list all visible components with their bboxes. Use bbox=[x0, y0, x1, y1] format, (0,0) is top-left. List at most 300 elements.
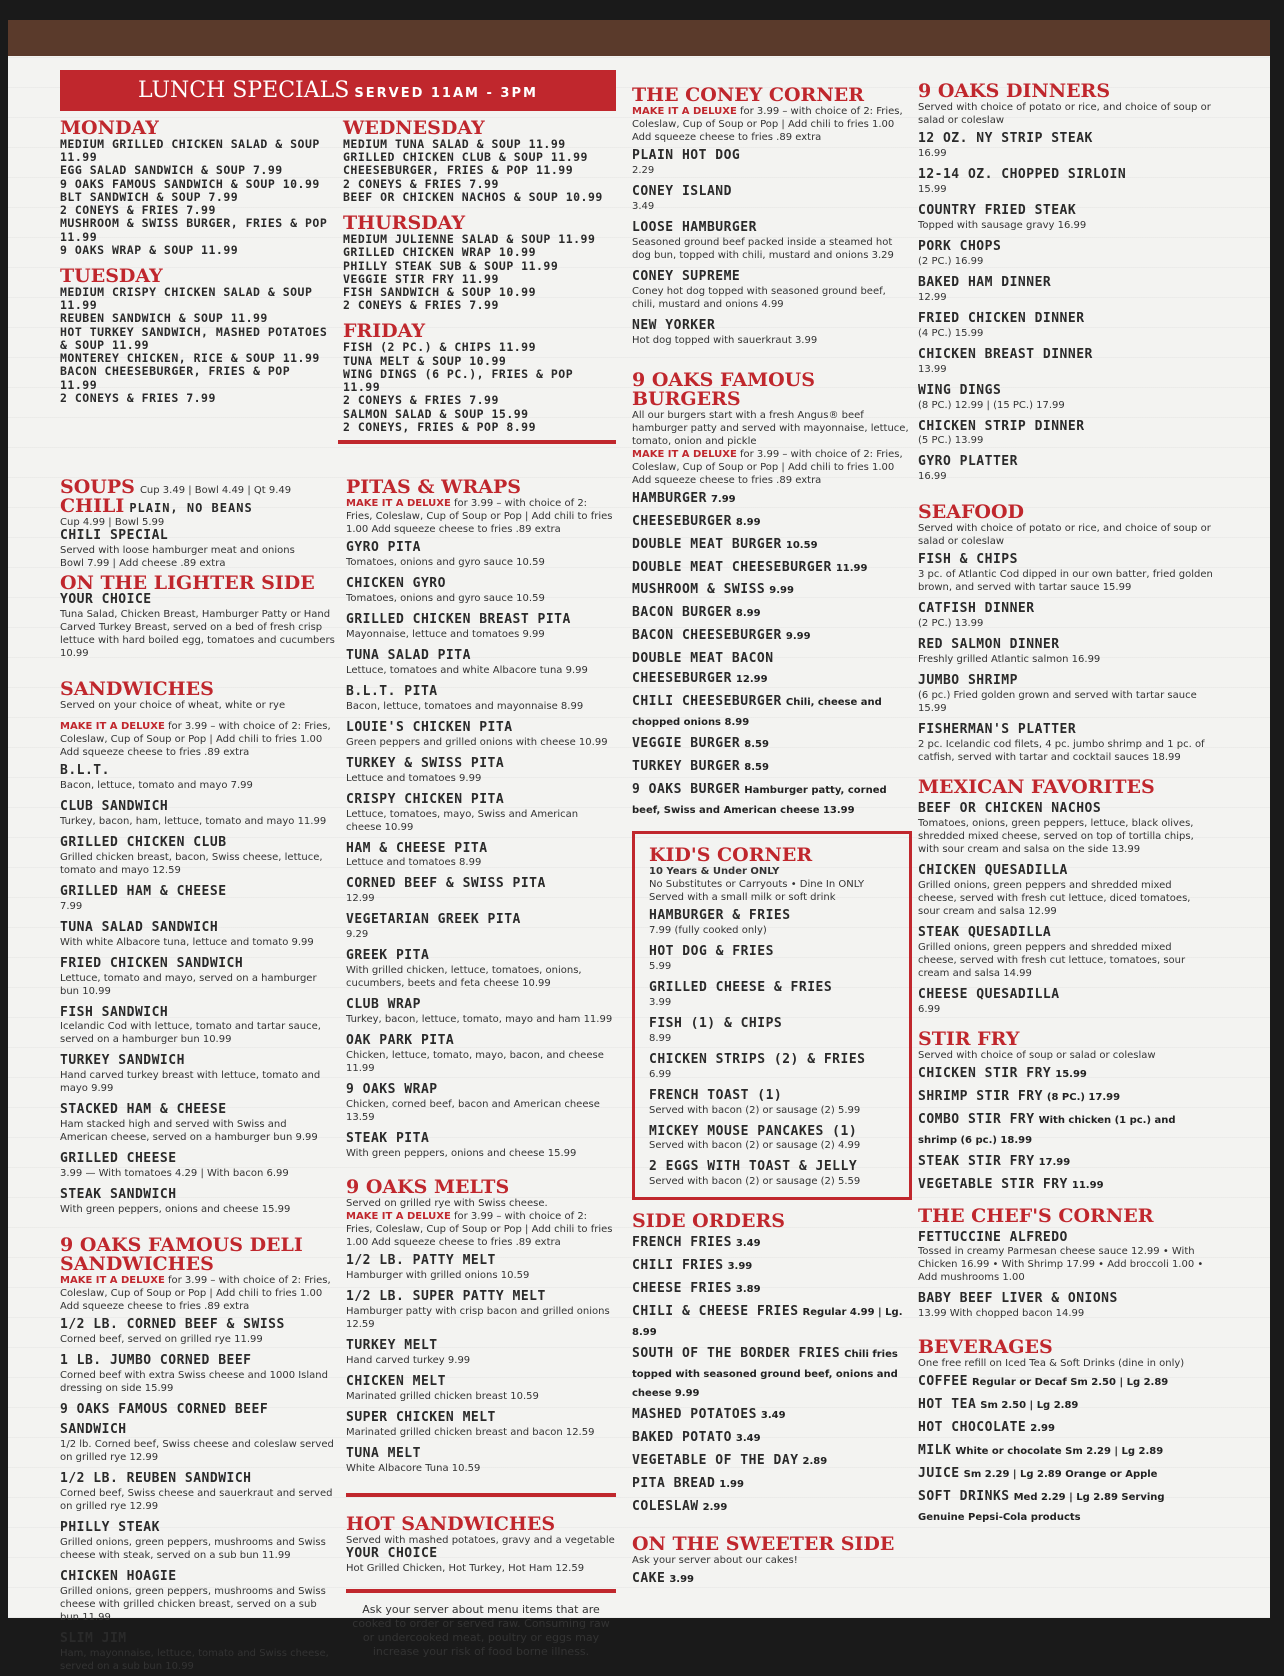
menu-item bbox=[346, 1249, 616, 1282]
item-desc: (8 PC.) 12.99 | (15 PC.) 17.99 bbox=[918, 399, 1065, 411]
menu-item bbox=[649, 1012, 895, 1045]
seafood-list bbox=[918, 548, 1213, 764]
lunch-item: 2 CONEYS & FRIES 7.99 bbox=[343, 298, 499, 313]
chili-prices: Cup 4.99 | Bowl 5.99 bbox=[60, 517, 165, 528]
item-desc: Served with bacon (2) or sausage (2) 5.59 bbox=[649, 1176, 861, 1188]
lighter-name: YOUR CHOICE bbox=[60, 591, 152, 607]
item-name: GRILLED CHEESE bbox=[60, 1151, 177, 1167]
item-desc: 5.99 bbox=[649, 960, 672, 972]
item-desc: Coney hot dog topped with seasoned ground beef, chili, mustard and onions 4.99 bbox=[632, 285, 886, 310]
chili-special-prices: Bowl 7.99 | Add cheese .89 extra bbox=[60, 557, 226, 569]
item-desc: Turkey, bacon, ham, lettuce, tomato and mayo 11.99 bbox=[60, 815, 327, 827]
menu-item bbox=[346, 1442, 616, 1475]
item-desc: Regular or Decaf Sm 2.50 | Lg 2.89 bbox=[971, 1377, 1169, 1389]
item-desc: 7.99 bbox=[60, 900, 83, 912]
hot-note: Served with mashed potatoes, gravy and a vegetable bbox=[346, 1534, 615, 1546]
chili-special: CHILI SPECIAL bbox=[60, 528, 169, 543]
burgers-deluxe bbox=[632, 448, 912, 487]
item-desc: Chili fries topped with seasoned ground beef, onions and cheese 9.99 bbox=[632, 1349, 898, 1400]
item-desc: 8.99 bbox=[735, 608, 761, 620]
item-name: GREEK PITA bbox=[346, 948, 430, 964]
item-name: TURKEY SANDWICH bbox=[60, 1053, 185, 1069]
column-b bbox=[346, 478, 616, 1660]
item-desc: (4 PC.) 15.99 bbox=[918, 327, 984, 339]
item-name: SOFT DRINKS bbox=[918, 1489, 1010, 1505]
item-name: BAKED POTATO bbox=[632, 1430, 732, 1445]
item-desc: 2.99 bbox=[702, 1501, 728, 1513]
deluxe-label: MAKE IT A DELUXE bbox=[632, 106, 737, 117]
pitas-deluxe bbox=[346, 497, 616, 536]
deluxe-text: for 3.99 – with choice of 2: Fries, Coleslaw, Cup of Soup or Pop | Add chili to fries 1.00 Add squeeze cheese to fries .89 extra bbox=[632, 106, 903, 143]
menu-item bbox=[346, 716, 616, 749]
item-name: NEW YORKER bbox=[632, 317, 716, 333]
item-desc: Ham, mayonnaise, lettuce, tomato and Swiss cheese, served on a sub bun 10.99 bbox=[60, 1647, 329, 1672]
friday-list bbox=[343, 341, 616, 434]
burgers-title: 9 OAKS FAMOUS BURGERS bbox=[632, 368, 815, 410]
item-desc: 11.99 bbox=[1071, 1179, 1104, 1191]
item-name: CHILI CHEESEBURGER bbox=[632, 694, 782, 710]
item-desc: (2 PC.) 16.99 bbox=[918, 255, 984, 267]
lunch-item: 2 CONEYS, FRIES & POP 8.99 bbox=[343, 419, 537, 434]
item-name: LOOSE HAMBURGER bbox=[632, 219, 757, 235]
menu-item bbox=[918, 983, 1213, 1016]
lunch-item: BEEF OR CHICKEN NACHOS & SOUP 10.99 bbox=[343, 189, 603, 204]
hot-desc: Hot Grilled Chicken, Hot Turkey, Hot Ham 12.59 bbox=[346, 1562, 585, 1574]
item-name: BEEF OR CHICKEN NACHOS bbox=[918, 801, 1102, 817]
item-desc: Grilled onions, green peppers and shredded mixed cheese, served with fresh cut lettuce, diced tomatoes, sour cream and salsa 12.99 bbox=[918, 879, 1191, 917]
menu-item bbox=[918, 271, 1213, 304]
hot-name: YOUR CHOICE bbox=[346, 1545, 438, 1561]
seafood-title: SEAFOOD bbox=[918, 501, 1025, 524]
item-name: COMBO STIR FRY bbox=[918, 1111, 1035, 1127]
item-desc: Sm 2.29 | Lg 2.89 Orange or Apple bbox=[963, 1469, 1158, 1481]
deli-deluxe bbox=[60, 1274, 335, 1313]
item-name: RED SALMON DINNER bbox=[918, 637, 1060, 653]
item-name: HOT TEA bbox=[918, 1397, 977, 1413]
menu-item bbox=[632, 647, 912, 687]
sides-list bbox=[632, 1231, 912, 1514]
menu-item bbox=[918, 163, 1213, 196]
tuesday-title: TUESDAY bbox=[60, 264, 163, 287]
item-name: VEGETABLE STIR FRY bbox=[918, 1176, 1068, 1192]
menu-item bbox=[632, 144, 912, 177]
item-name: GYRO PITA bbox=[346, 540, 421, 555]
menu-item bbox=[632, 1472, 912, 1492]
lunch-item: GRILLED CHICKEN CLUB & SOUP 11.99 bbox=[343, 150, 588, 165]
item-desc: (6 pc.) Fried golden grown and served with tartar sauce 15.99 bbox=[918, 690, 1197, 715]
item-name: TURKEY MELT bbox=[346, 1337, 438, 1353]
item-name: CHICKEN BREAST DINNER bbox=[918, 346, 1093, 362]
deluxe-label: MAKE IT A DELUXE bbox=[60, 1275, 165, 1287]
item-desc: Green peppers and grilled onions with cheese 10.99 bbox=[346, 736, 608, 748]
lunch-item: WING DINGS (6 PC.), FRIES & POP 11.99 bbox=[343, 366, 574, 395]
item-desc: 2 pc. Icelandic cod filets, 4 pc. jumbo shrimp and 1 pc. of catfish, served with tartar and cocktail sauces 18.99 bbox=[918, 739, 1205, 764]
menu-item bbox=[632, 732, 912, 752]
item-desc: (8 PC.) 17.99 bbox=[1046, 1091, 1121, 1103]
item-desc: Turkey, bacon, lettuce, tomato, mayo and ham 11.99 bbox=[346, 1014, 613, 1026]
item-name: STEAK STIR FRY bbox=[918, 1153, 1035, 1169]
menu-item bbox=[632, 624, 912, 644]
lunch-left bbox=[60, 119, 333, 434]
item-desc: 2.89 bbox=[802, 1455, 828, 1467]
item-name: TURKEY & SWISS PITA bbox=[346, 755, 505, 771]
menu-item bbox=[918, 718, 1213, 764]
item-name: STEAK QUESADILLA bbox=[918, 924, 1052, 940]
menu-item bbox=[346, 572, 616, 605]
menu-item bbox=[918, 1226, 1213, 1285]
lunch-item: HOT TURKEY SANDWICH, MASHED POTATOES & SOUP 11.99 bbox=[60, 324, 328, 352]
item-name: PHILLY STEAK bbox=[60, 1519, 160, 1535]
sandwiches-note: Served on your choice of wheat, white or rye bbox=[60, 699, 286, 711]
thursday-list bbox=[343, 233, 616, 312]
item-desc: 6.99 bbox=[649, 1068, 672, 1080]
item-desc: Tossed in creamy Parmesan cheese sauce 12.99 • With Chicken 16.99 • With Shrimp 17.99 • Add broccoli 1.00 • Add mushrooms 1.00 bbox=[918, 1246, 1204, 1284]
monday-title: MONDAY bbox=[60, 117, 159, 139]
health-notice: Ask your server about menu items that are cooked to order or served raw. Consuming raw or undercooked meat, poultry or eggs may increase your risk of food borne illness. bbox=[352, 1602, 610, 1659]
item-name: CLUB WRAP bbox=[346, 997, 421, 1013]
chef-title: THE CHEF'S CORNER bbox=[918, 1204, 1154, 1227]
menu-item bbox=[346, 1127, 616, 1160]
item-desc: 17.99 bbox=[1038, 1156, 1071, 1168]
menu-item bbox=[632, 265, 912, 311]
item-desc: Chicken, lettuce, tomato, mayo, bacon, and cheese 11.99 bbox=[346, 1050, 604, 1075]
menu-item bbox=[632, 1254, 912, 1274]
item-name: CONEY SUPREME bbox=[632, 268, 741, 284]
menu-item bbox=[60, 1565, 335, 1624]
lunch-item: REUBEN SANDWICH & SOUP 11.99 bbox=[60, 311, 268, 326]
kids-served: Served with a small milk or soft drink bbox=[649, 891, 836, 903]
item-name: FISH (1) & CHIPS bbox=[649, 1015, 783, 1031]
item-name: STEAK SANDWICH bbox=[60, 1187, 177, 1203]
menu-item bbox=[346, 1406, 616, 1439]
menu-item bbox=[918, 1462, 1213, 1482]
item-name: 9 OAKS WRAP bbox=[346, 1082, 438, 1098]
sandwiches-title: SANDWICHES bbox=[60, 677, 214, 700]
item-desc: Grilled onions, green peppers, mushrooms and Swiss cheese with grilled chicken breast, served on a sub bun 11.99 bbox=[60, 1585, 326, 1623]
item-name: GRILLED HAM & CHEESE bbox=[60, 883, 227, 899]
menu-item bbox=[632, 533, 912, 553]
kids-age: 10 Years & Under ONLY bbox=[649, 865, 780, 877]
item-name: CONEY ISLAND bbox=[632, 183, 732, 199]
item-desc: 8.59 bbox=[744, 762, 769, 773]
deli-list bbox=[60, 1313, 335, 1673]
item-name: BACON CHEESEBURGER bbox=[632, 628, 782, 644]
item-name: CHILI & CHEESE FRIES bbox=[632, 1304, 799, 1320]
menu-item bbox=[649, 1120, 895, 1153]
sandwiches-list bbox=[60, 759, 335, 1216]
item-name: CLUB SANDWICH bbox=[60, 798, 169, 814]
lunch-item: CHEESEBURGER, FRIES & POP 11.99 bbox=[343, 163, 574, 178]
menu-item bbox=[632, 1231, 912, 1251]
sweet-title: ON THE SWEETER SIDE bbox=[632, 1532, 895, 1555]
item-name: JUMBO SHRIMP bbox=[918, 673, 1018, 689]
column-d bbox=[918, 82, 1213, 1527]
item-desc: Ham stacked high and served with Swiss and American cheese, served on a hamburger bun 9.99 bbox=[60, 1119, 318, 1144]
item-name: SOUTH OF THE BORDER FRIES bbox=[632, 1346, 841, 1362]
item-name: 2 EGGS WITH TOAST & JELLY bbox=[649, 1159, 858, 1175]
lunch-item: MEDIUM TUNA SALAD & SOUP 11.99 bbox=[343, 137, 566, 151]
item-desc: 3.99 bbox=[649, 996, 672, 1008]
item-desc: Lettuce and tomatoes 9.99 bbox=[346, 772, 482, 784]
item-name: CHICKEN GYRO bbox=[346, 575, 446, 591]
item-desc: 12.99 bbox=[735, 674, 768, 686]
item-desc: With chicken (1 pc.) and shrimp (6 pc.) 18.99 bbox=[918, 1114, 1176, 1146]
item-name: MICKEY MOUSE PANCAKES (1) bbox=[649, 1123, 858, 1139]
item-desc: Lettuce, tomatoes and white Albacore tuna 9.99 bbox=[346, 664, 588, 676]
menu-item bbox=[632, 1342, 912, 1400]
menu-item bbox=[649, 940, 895, 973]
item-name: PORK CHOPS bbox=[918, 238, 1002, 254]
menu-item bbox=[918, 127, 1213, 160]
item-name: 12-14 OZ. CHOPPED SIRLOIN bbox=[918, 166, 1127, 182]
menu-item bbox=[346, 872, 616, 905]
menu-item bbox=[918, 1370, 1213, 1390]
item-name: CHICKEN QUESADILLA bbox=[918, 863, 1068, 878]
lunch-item: 2 CONEYS & FRIES 7.99 bbox=[60, 203, 216, 218]
item-desc: 12.99 bbox=[918, 291, 947, 303]
item-desc: 8.99 bbox=[649, 1032, 672, 1044]
deluxe-label: MAKE IT A DELUXE bbox=[346, 1211, 451, 1222]
divider bbox=[346, 1589, 616, 1593]
stirfry-note: Served with choice of soup or salad or coleslaw bbox=[918, 1049, 1156, 1061]
item-name: DOUBLE MEAT CHEESEBURGER bbox=[632, 559, 832, 575]
item-desc: Grilled onions, green peppers and shredded mixed cheese, served with fresh cut lettuce, tomatoes, sour cream and salsa 14.99 bbox=[918, 941, 1186, 979]
lunch-item: FISH (2 PC.) & CHIPS 11.99 bbox=[343, 340, 537, 355]
item-name: STACKED HAM & CHEESE bbox=[60, 1102, 227, 1118]
menu-item bbox=[918, 1085, 1213, 1105]
burgers-note: All our burgers start with a fresh Angus® beef hamburger patty and served with mayonnaise, lettuce, tomato, onion and pickle bbox=[632, 409, 909, 447]
item-name: B.L.T. bbox=[60, 762, 110, 778]
item-name: GYRO PLATTER bbox=[918, 454, 1018, 470]
item-name: TUNA SALAD SANDWICH bbox=[60, 919, 219, 935]
lunch-item: VEGGIE STIR FRY 11.99 bbox=[343, 271, 499, 286]
lunch-item: MEDIUM GRILLED CHICKEN SALAD & SOUP 11.99 bbox=[60, 137, 320, 165]
item-name: CORNED BEEF & SWISS PITA bbox=[346, 876, 546, 892]
lunch-item: MEDIUM JULIENNE SALAD & SOUP 11.99 bbox=[343, 232, 596, 247]
item-desc: 9.99 bbox=[785, 631, 811, 643]
item-name: CRISPY CHICKEN PITA bbox=[346, 791, 505, 807]
item-name: CHEESE QUESADILLA bbox=[918, 986, 1060, 1002]
item-desc: 9.29 bbox=[346, 929, 369, 941]
lighter-title: ON THE LIGHTER SIDE bbox=[60, 571, 315, 594]
menu-item bbox=[60, 952, 335, 998]
item-desc: Bacon, lettuce, tomatoes and mayonnaise 8.99 bbox=[346, 700, 584, 712]
chili-sub: PLAIN, NO BEANS bbox=[129, 501, 253, 515]
menu-item bbox=[918, 1173, 1213, 1193]
item-desc: Med 2.29 | Lg 2.89 Serving Genuine Pepsi-Cola products bbox=[918, 1492, 1165, 1523]
item-name: FRIED CHICKEN DINNER bbox=[918, 310, 1085, 326]
deli-title: 9 OAKS FAMOUS DELI SANDWICHES bbox=[60, 1234, 303, 1276]
menu-item bbox=[632, 601, 912, 621]
menu-item bbox=[649, 1155, 895, 1188]
menu-item bbox=[918, 1150, 1213, 1170]
lunch-item: BACON CHEESEBURGER, FRIES & POP 11.99 bbox=[60, 364, 291, 392]
item-desc: 11.99 bbox=[835, 562, 868, 574]
item-desc: Tomatoes, onions and gyro sauce 10.59 bbox=[346, 592, 545, 604]
item-desc: Hot dog topped with sauerkraut 3.99 bbox=[632, 334, 818, 346]
lunch-item: BLT SANDWICH & SOUP 7.99 bbox=[60, 189, 239, 204]
beverages-title: BEVERAGES bbox=[918, 1336, 1053, 1359]
deluxe-text: for 3.99 – with choice of 2: Fries, Coleslaw, Cup of Soup or Pop | Add chili to fries 1.00 Add squeeze cheese to fries .89 extra bbox=[346, 1211, 613, 1248]
kids-title: KID'S CORNER bbox=[649, 843, 813, 866]
lunch-item: MUSHROOM & SWISS BURGER, FRIES & POP 11.99 bbox=[60, 216, 328, 244]
deluxe-text: for 3.99 – with choice of 2: Fries, Coleslaw, Cup of Soup or Pop | Add chili to fries 1.00 Add squeeze cheese to fries .89 extra bbox=[346, 498, 613, 535]
item-desc: Regular 4.99 | Lg. 8.99 bbox=[632, 1307, 903, 1339]
header-bar bbox=[8, 20, 1270, 56]
item-name: 1/2 LB. REUBEN SANDWICH bbox=[60, 1470, 252, 1486]
item-name: CHILI FRIES bbox=[632, 1258, 724, 1274]
mexican-list bbox=[918, 797, 1213, 1016]
lunch-title: LUNCH SPECIALS bbox=[138, 78, 350, 103]
item-desc: 3.49 bbox=[735, 1238, 761, 1250]
item-name: SUPER CHICKEN MELT bbox=[346, 1409, 496, 1425]
chef-list bbox=[918, 1226, 1213, 1321]
menu-item bbox=[60, 1398, 335, 1464]
item-name: BAKED HAM DINNER bbox=[918, 274, 1052, 290]
seafood-note: Served with choice of potato or rice, and choice of soup or salad or coleslaw bbox=[918, 523, 1211, 548]
menu-item bbox=[60, 1049, 335, 1095]
menu-item bbox=[60, 1516, 335, 1562]
item-name: PLAIN HOT DOG bbox=[632, 148, 741, 163]
item-desc: 1/2 lb. Corned beef, Swiss cheese and coleslaw served on grilled rye 12.99 bbox=[60, 1438, 334, 1463]
menu-item bbox=[918, 343, 1213, 376]
item-name: BABY BEEF LIVER & ONIONS bbox=[918, 1291, 1118, 1307]
item-desc: Grilled chicken breast, bacon, Swiss cheese, lettuce, tomato and mayo 12.59 bbox=[60, 851, 323, 876]
menu-item bbox=[632, 1495, 912, 1515]
soups-title: SOUPS bbox=[60, 476, 135, 498]
menu-item bbox=[346, 644, 616, 677]
item-desc: 3.89 bbox=[735, 1284, 761, 1296]
item-desc: 8.99 bbox=[735, 516, 761, 528]
menu-item bbox=[346, 680, 616, 713]
menu-item bbox=[346, 536, 616, 569]
item-desc: Corned beef with extra Swiss cheese and 1000 Island dressing on side 15.99 bbox=[60, 1370, 328, 1395]
menu-item bbox=[632, 690, 912, 729]
menu-item bbox=[918, 1062, 1213, 1082]
item-name: SLIM JIM bbox=[60, 1630, 127, 1646]
menu-item bbox=[346, 944, 616, 990]
menu-item bbox=[60, 795, 335, 828]
sandwiches-deluxe bbox=[60, 720, 335, 759]
menu-item bbox=[346, 752, 616, 785]
item-name: FETTUCCINE ALFREDO bbox=[918, 1229, 1068, 1245]
menu-item bbox=[60, 1627, 335, 1673]
menu-item bbox=[632, 1426, 912, 1446]
menu-item bbox=[632, 1403, 912, 1423]
lunch-specials bbox=[60, 56, 616, 444]
item-desc: Hamburger patty with crisp bacon and grilled onions 12.59 bbox=[346, 1305, 610, 1330]
item-desc: Icelandic Cod with lettuce, tomato and tartar sauce, served on a hamburger bun 10.99 bbox=[60, 1021, 321, 1046]
item-desc: 8.59 bbox=[744, 739, 769, 751]
dinners-title: 9 OAKS DINNERS bbox=[918, 80, 1111, 102]
lunch-item: 2 CONEYS & FRIES 7.99 bbox=[343, 176, 499, 191]
sweet-note: Ask your server about our cakes! bbox=[632, 1554, 798, 1566]
item-desc: 15.99 bbox=[918, 183, 947, 195]
menu-item bbox=[60, 880, 335, 913]
lunch-item: MEDIUM CRISPY CHICKEN SALAD & SOUP 11.99 bbox=[60, 284, 313, 313]
melts-deluxe bbox=[346, 1210, 616, 1249]
item-desc: With white Albacore tuna, lettuce and tomato 9.99 bbox=[60, 936, 314, 948]
item-desc: With grilled chicken, lettuce, tomatoes, onions, cucumbers, beets and feta cheese 10.99 bbox=[346, 965, 582, 990]
kids-rules: No Substitutes or Carryouts • Dine In ONLY bbox=[649, 878, 865, 890]
menu-item bbox=[60, 1098, 335, 1144]
column-c bbox=[632, 86, 912, 1587]
item-desc: 3.49 bbox=[632, 200, 655, 212]
item-desc: 10.59 bbox=[785, 539, 818, 551]
item-desc: Tomatoes, onions and gyro sauce 10.59 bbox=[346, 556, 545, 568]
deluxe-label: MAKE IT A DELUXE bbox=[632, 448, 737, 460]
item-name: SHRIMP STIR FRY bbox=[918, 1088, 1043, 1104]
lunch-item: PHILLY STEAK SUB & SOUP 11.99 bbox=[343, 258, 559, 273]
item-name: FRENCH TOAST (1) bbox=[649, 1087, 783, 1103]
menu-item bbox=[918, 415, 1213, 448]
menu-item bbox=[918, 379, 1213, 412]
menu-item bbox=[632, 180, 912, 213]
melts-note: Served on grilled rye with Swiss cheese. bbox=[346, 1198, 548, 1209]
item-name: GRILLED CHEESE & FRIES bbox=[649, 979, 833, 995]
item-name: HAM & CHEESE PITA bbox=[346, 840, 488, 856]
item-desc: Corned beef, Swiss cheese and sauerkraut and served on grilled rye 12.99 bbox=[60, 1487, 333, 1512]
item-desc: 9.99 bbox=[769, 585, 794, 597]
menu-item bbox=[346, 908, 616, 941]
item-desc: With green peppers, onions and cheese 15.99 bbox=[346, 1148, 577, 1159]
item-desc: Marinated grilled chicken breast 10.59 bbox=[346, 1390, 539, 1402]
menu-item bbox=[346, 1285, 616, 1331]
menu-item bbox=[918, 235, 1213, 268]
item-name: DOUBLE MEAT BURGER bbox=[632, 536, 782, 552]
hot-title: HOT SANDWICHES bbox=[346, 1512, 556, 1535]
item-name: CHICKEN STRIP DINNER bbox=[918, 418, 1085, 434]
item-name: WING DINGS bbox=[918, 382, 1002, 398]
menu-item bbox=[60, 916, 335, 949]
item-desc: 3 pc. of Atlantic Cod dipped in our own batter, fried golden brown, and served with tartar sauce 15.99 bbox=[918, 569, 1213, 594]
menu-item bbox=[649, 976, 895, 1009]
menu-item bbox=[632, 1277, 912, 1297]
item-name: CHICKEN STRIPS (2) & FRIES bbox=[649, 1051, 866, 1067]
menu-item bbox=[346, 1334, 616, 1367]
item-name: LOUIE'S CHICKEN PITA bbox=[346, 719, 513, 735]
menu-item bbox=[918, 633, 1213, 666]
menu-item bbox=[60, 1183, 335, 1216]
menu-item bbox=[918, 1485, 1213, 1524]
menu-item bbox=[918, 1287, 1213, 1320]
melts-title: 9 OAKS MELTS bbox=[346, 1176, 510, 1198]
item-desc: 16.99 bbox=[918, 471, 947, 483]
item-desc: 1.99 bbox=[719, 1478, 744, 1490]
item-name: DOUBLE MEAT BACON CHEESEBURGER bbox=[632, 651, 774, 687]
menu-item bbox=[918, 548, 1213, 594]
coney-list bbox=[632, 144, 912, 347]
item-name: 9 OAKS FAMOUS CORNED BEEF SANDWICH bbox=[60, 1402, 269, 1437]
lunch-item: SALMON SALAD & SOUP 15.99 bbox=[343, 406, 529, 421]
deluxe-label: MAKE IT A DELUXE bbox=[60, 720, 165, 732]
item-name: FRIED CHICKEN SANDWICH bbox=[60, 955, 244, 971]
menu-item bbox=[60, 1147, 335, 1180]
item-desc: Lettuce and tomatoes 8.99 bbox=[346, 857, 482, 869]
kids-list bbox=[649, 904, 895, 1189]
pitas-list bbox=[346, 536, 616, 1160]
item-desc: 3.49 bbox=[760, 1410, 786, 1422]
item-name: CHICKEN STIR FRY bbox=[918, 1065, 1052, 1081]
item-desc: Bacon, lettuce, tomato and mayo 7.99 bbox=[60, 779, 253, 791]
item-name: PITA BREAD bbox=[632, 1475, 716, 1491]
item-name: VEGETARIAN GREEK PITA bbox=[346, 912, 521, 928]
divider bbox=[346, 1493, 616, 1497]
lunch-right bbox=[343, 119, 616, 434]
item-name: VEGGIE BURGER bbox=[632, 736, 741, 752]
menu-item bbox=[346, 837, 616, 870]
deluxe-text: for 3.99 – with choice of 2: Fries, Coleslaw, Cup of Soup or Pop | Add chili to fries 1.00 Add squeeze cheese to fries .89 extra bbox=[60, 720, 331, 758]
